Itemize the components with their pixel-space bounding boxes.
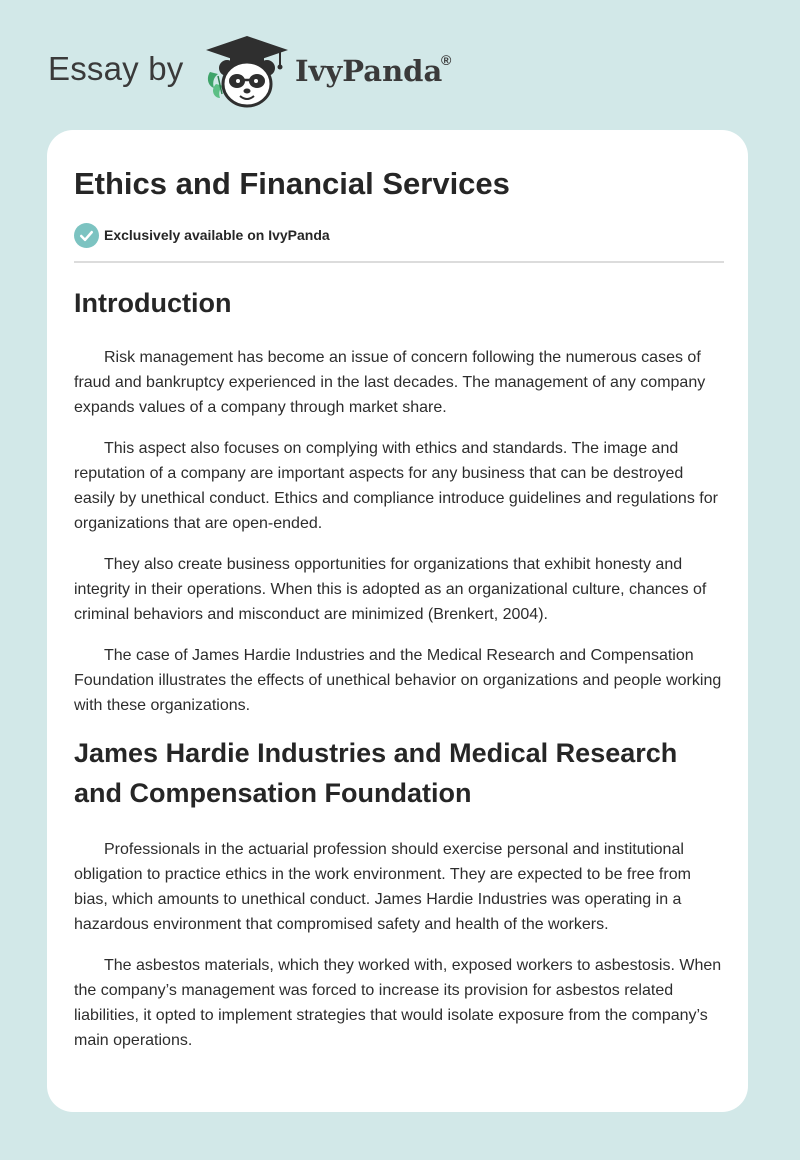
registered-mark: ® (441, 52, 452, 68)
paragraph: Risk management has become an issue of concern following the numerous cases of fraud and bankruptcy experienced in the last decades. The management of any company expands values of a company through market share. (74, 349, 706, 416)
check-circle-icon (74, 223, 99, 248)
panda-logo-icon[interactable] (202, 34, 292, 110)
essay-card (47, 130, 748, 1112)
paragraph: The case of James Hardie Industries and the Medical Research and Compensation Foundation illustrates the effects of unethical behavior on organizations and people working with these organizations. (74, 647, 722, 714)
section-introduction (74, 283, 724, 718)
paragraph: They also create business opportunities for organizations that exhibit honesty and integrity in their operations. When this is adopted as an organizational culture, chances of criminal behaviors and misconduct are minimized (Brenkert, 2004). (74, 556, 707, 623)
section-heading: Introduction (74, 288, 232, 318)
paragraph: Professionals in the actuarial profession should exercise personal and institutional obligation to practice ethics in the work environment. They are expected to be free from bias, which amounts to unethical conduct. James Hardie Industries was operating in a hazardous environment that compromised safety and health of the workers. (74, 841, 691, 933)
divider (74, 261, 724, 263)
exclusive-label: Exclusively available on IvyPanda (104, 227, 330, 243)
section-james-hardie (74, 733, 724, 1053)
paragraph: The asbestos materials, which they worked with, exposed workers to asbestosis. When the company’s management was forced to increase its provision for asbestos related liabilities, it opted to implement strategies that would isolate exposure from the company’s main operations. (74, 957, 722, 1049)
site-header (0, 0, 800, 130)
essay-by-label: Essay by (48, 50, 184, 87)
brand-name[interactable]: IvyPanda (295, 54, 443, 88)
page-title: Ethics and Financial Services (74, 166, 510, 201)
exclusive-badge (74, 222, 330, 248)
paragraph: This aspect also focuses on complying with ethics and standards. The image and reputation of a company are important aspects for any business that can be destroyed easily by unethical conduct. Ethics and compliance introduce guidelines and regulations for organizations that are open-ended. (74, 440, 718, 532)
section-heading: James Hardie Industries and Medical Research and Compensation Foundation (74, 738, 678, 808)
